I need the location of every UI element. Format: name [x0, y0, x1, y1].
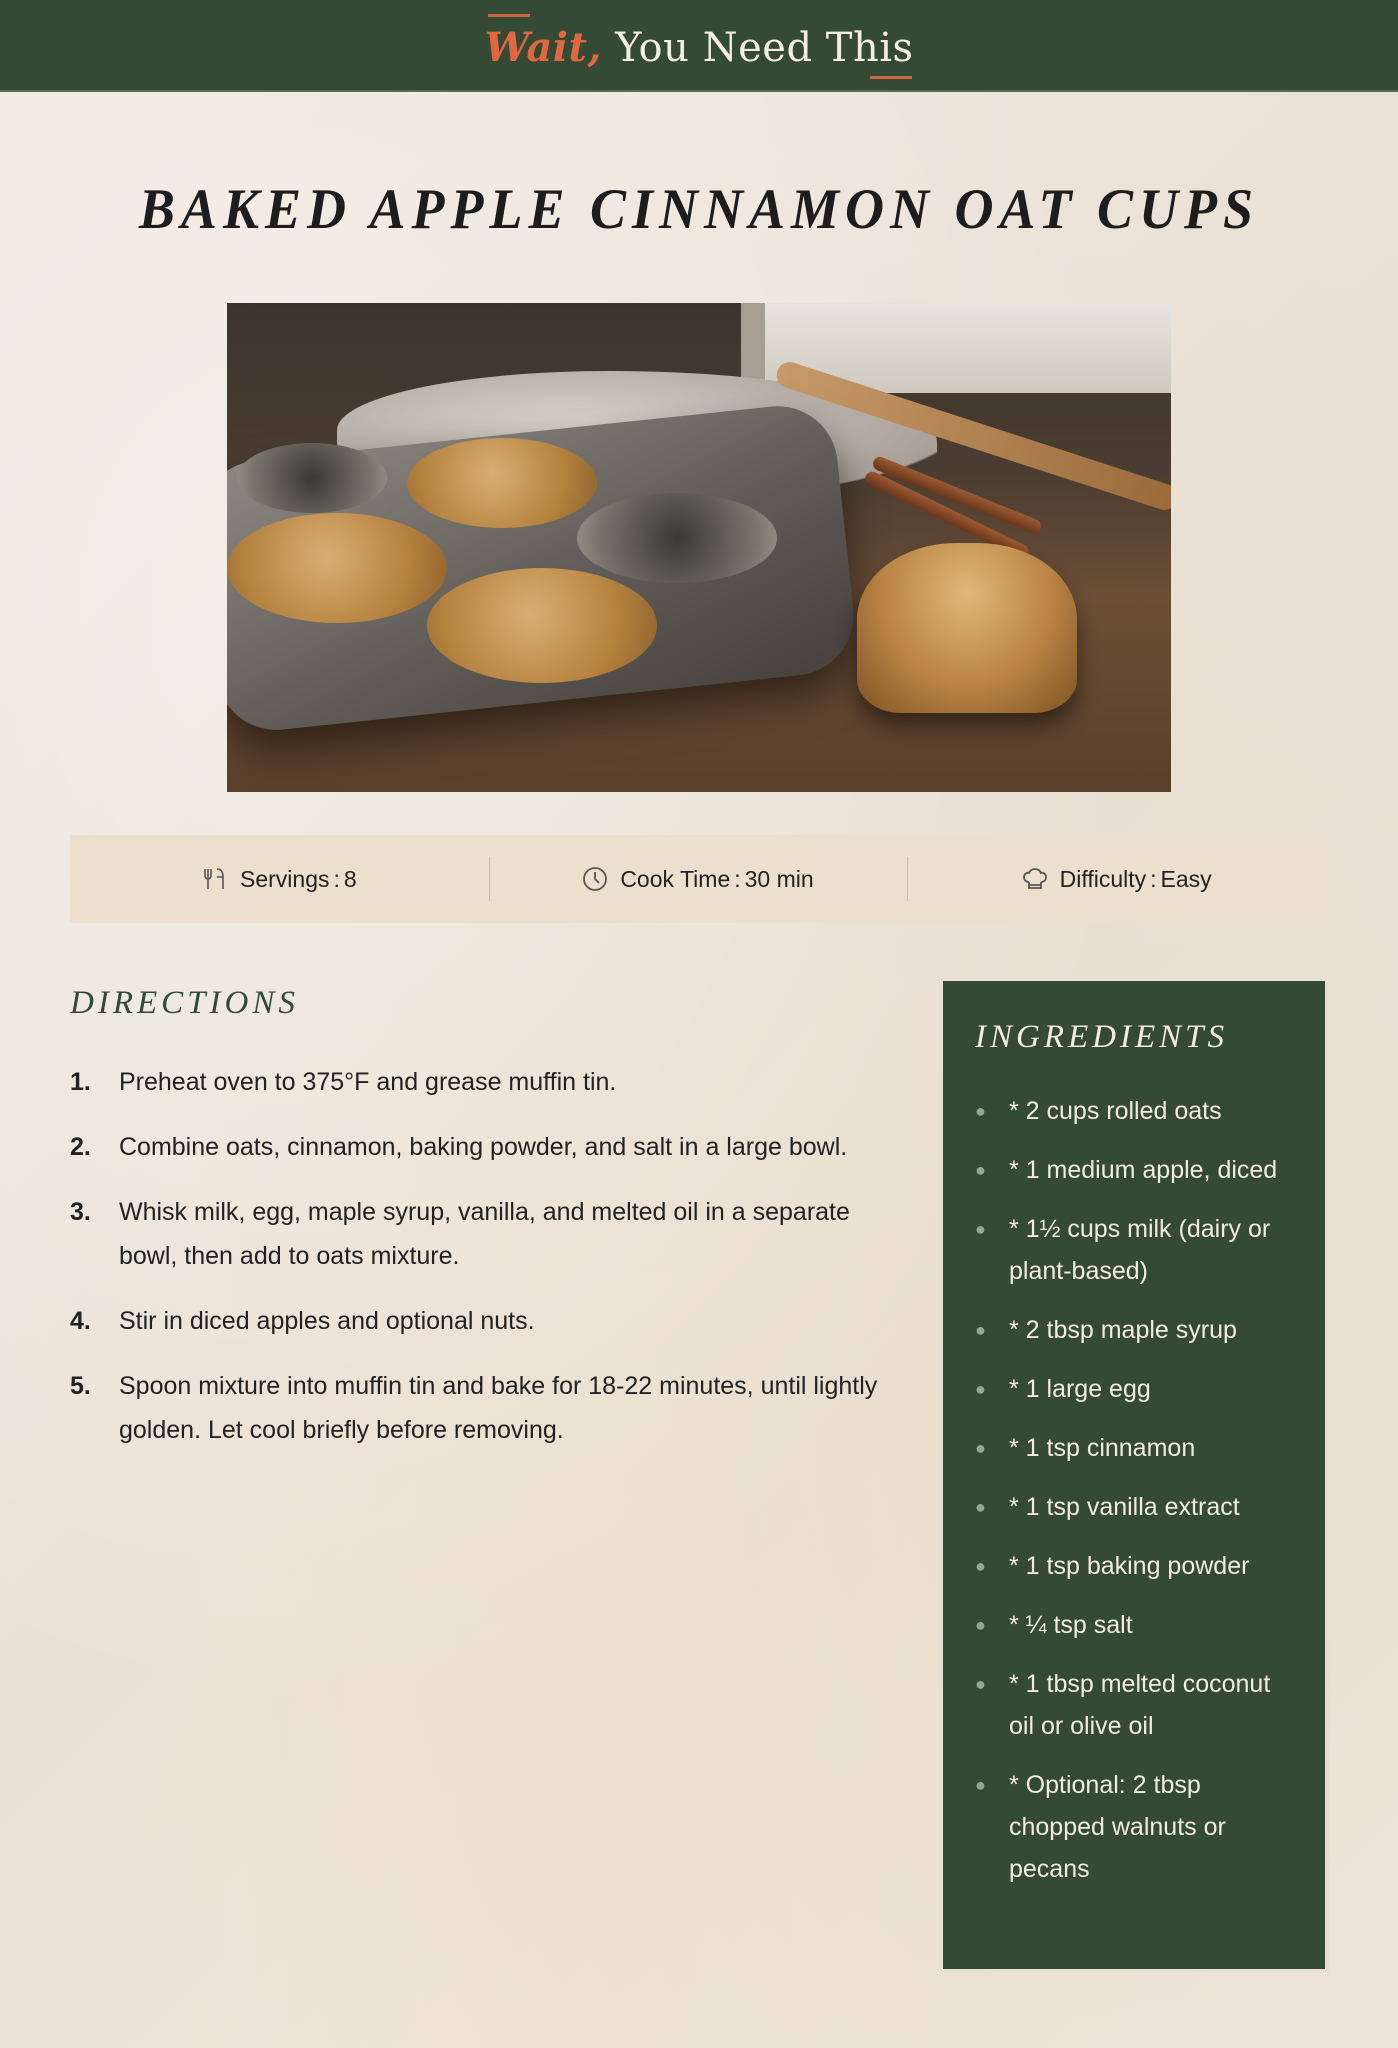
- bullet-icon: ●: [975, 1556, 986, 1576]
- image-muffin: [857, 543, 1077, 713]
- stat-label: Cook Time: [620, 865, 731, 892]
- step-number: 4.: [70, 1307, 91, 1335]
- ingredient-item: ● * 1 large egg: [975, 1368, 1295, 1410]
- ingredient-item: ● * 1 tsp vanilla extract: [975, 1486, 1295, 1528]
- step-text: Stir in diced apples and optional nuts.: [119, 1307, 535, 1335]
- bullet-icon: ●: [975, 1775, 986, 1795]
- ingredient-item: ● * ¼ tsp salt: [975, 1604, 1295, 1646]
- step-number: 1.: [70, 1068, 91, 1096]
- utensils-icon: [202, 866, 228, 892]
- step-text: Combine oats, cinnamon, baking powder, and salt in a large bowl.: [119, 1133, 848, 1161]
- direction-step: [70, 1299, 900, 1343]
- bullet-icon: ●: [975, 1674, 986, 1694]
- step-text: Preheat oven to 375°F and grease muffin tin.: [119, 1068, 617, 1096]
- stat-value: 30 min: [744, 865, 814, 892]
- brand-logo[interactable]: [484, 20, 913, 71]
- direction-step: [70, 1190, 900, 1278]
- recipe-hero-image: [227, 303, 1171, 792]
- bullet-icon: ●: [975, 1320, 986, 1340]
- stat-label: Servings: [240, 865, 330, 892]
- ingredient-item: ● * 1 tbsp melted coconut oil or olive oil: [975, 1663, 1295, 1747]
- ingredient-item: ● * 1½ cups milk (dairy or plant-based): [975, 1208, 1295, 1292]
- stat-value: 8: [343, 865, 357, 892]
- bullet-icon: ●: [975, 1379, 986, 1399]
- image-oat-cup: [407, 438, 597, 528]
- step-number: 5.: [70, 1372, 91, 1400]
- image-oat-cup: [227, 513, 447, 623]
- brand-text: You Need This: [601, 24, 914, 71]
- ingredient-item: ● * 1 medium apple, diced: [975, 1149, 1295, 1191]
- ingredient-item: ● * 2 cups rolled oats: [975, 1090, 1295, 1132]
- ingredients-panel: [942, 980, 1326, 1970]
- bullet-icon: ●: [975, 1101, 986, 1121]
- step-text: Spoon mixture into muffin tin and bake for 18-22 minutes, until lightly golden. Let cool briefly before removing.: [119, 1372, 878, 1444]
- bullet-icon: ●: [975, 1615, 986, 1635]
- stat-difficulty: Difficulty : Easy: [907, 835, 1326, 923]
- stat-label: Difficulty: [1059, 865, 1147, 892]
- step-number: 2.: [70, 1133, 91, 1161]
- recipe-stats-bar: [70, 835, 1326, 923]
- bullet-icon: ●: [975, 1497, 986, 1517]
- image-empty-cup: [237, 443, 387, 513]
- bullet-icon: ●: [975, 1438, 986, 1458]
- image-empty-cup: [577, 493, 777, 583]
- recipe-title: BAKED APPLE CINNAMON OAT CUPS: [138, 177, 1260, 241]
- direction-step: [70, 1364, 900, 1452]
- brand-decoration-line: [488, 14, 530, 17]
- stat-cook-time: Cook Time : 30 min: [489, 835, 908, 923]
- stat-value: Easy: [1160, 865, 1212, 892]
- step-text: Whisk milk, egg, maple syrup, vanilla, and melted oil in a separate bowl, then add to oats mixture.: [119, 1198, 850, 1270]
- directions-section: [70, 985, 900, 1473]
- direction-step: [70, 1125, 900, 1169]
- ingredients-heading: INGREDIENTS: [975, 1019, 1228, 1055]
- brand-decoration-line: [870, 76, 912, 79]
- stat-servings: Servings : 8: [70, 835, 489, 923]
- clock-icon: [582, 866, 608, 892]
- ingredient-item: ● * 1 tsp cinnamon: [975, 1427, 1295, 1469]
- directions-heading: DIRECTIONS: [70, 985, 299, 1021]
- step-number: 3.: [70, 1198, 91, 1226]
- brand-accent-text: Wait,: [484, 23, 602, 71]
- ingredient-item: ● * 2 tbsp maple syrup: [975, 1309, 1295, 1351]
- image-oat-cup: [427, 568, 657, 683]
- bullet-icon: ●: [975, 1219, 986, 1239]
- chef-hat-icon: [1022, 866, 1048, 892]
- direction-step: [70, 1060, 900, 1104]
- ingredient-item: ● * Optional: 2 tbsp chopped walnuts or pecans: [975, 1764, 1295, 1890]
- ingredient-item: ● * 1 tsp baking powder: [975, 1545, 1295, 1587]
- site-header: [0, 0, 1398, 92]
- bullet-icon: ●: [975, 1160, 986, 1180]
